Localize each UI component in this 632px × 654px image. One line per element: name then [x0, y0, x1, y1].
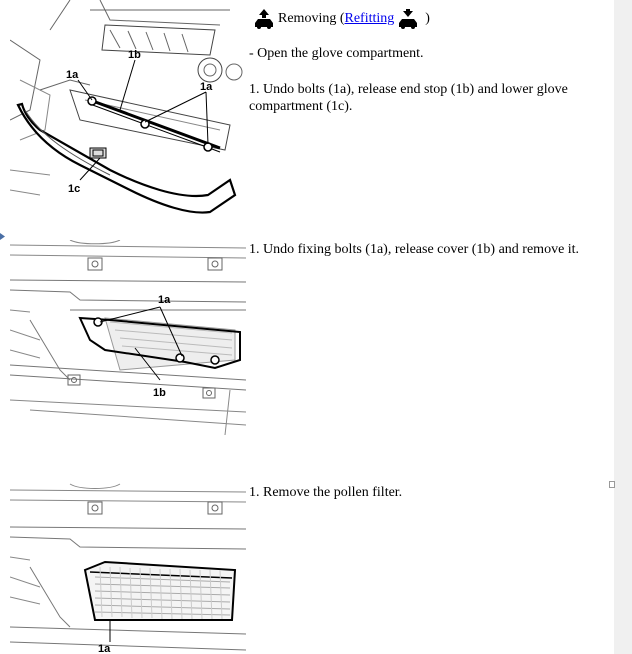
callout-1a-left: 1a — [66, 69, 79, 81]
step1-detail-text: 1. Undo bolts (1a), release end stop (1b) and lower glove compartment (1c). — [249, 82, 568, 114]
car-lift-down-icon — [397, 9, 419, 29]
section-header — [253, 7, 430, 31]
car-lift-up-icon — [253, 9, 275, 29]
close-paren: ) — [425, 11, 430, 26]
figure-glove-compartment — [10, 0, 246, 235]
callout-1b: 1b — [153, 387, 166, 399]
callout-1a: 1a — [98, 643, 111, 654]
callout-1a: 1a — [158, 294, 171, 306]
step2-text: 1. Undo fixing bolts (1a), release cover (1b) and remove it. — [249, 242, 580, 257]
refitting-link[interactable]: Refitting — [344, 11, 395, 26]
right-edge-marker — [609, 481, 615, 488]
step1-intro-text: - Open the glove compartment. — [249, 46, 424, 61]
callout-1b: 1b — [128, 49, 141, 61]
figure-pollen-filter — [10, 482, 246, 654]
removing-label: Removing ( — [278, 11, 345, 26]
callout-1a-right: 1a — [200, 81, 213, 93]
callout-1c: 1c — [68, 183, 81, 195]
figure-cover-bolts — [10, 240, 246, 435]
right-scrollbar-strip — [614, 0, 632, 654]
left-edge-marker — [0, 227, 5, 234]
step3-text: 1. Remove the pollen filter. — [249, 485, 403, 500]
